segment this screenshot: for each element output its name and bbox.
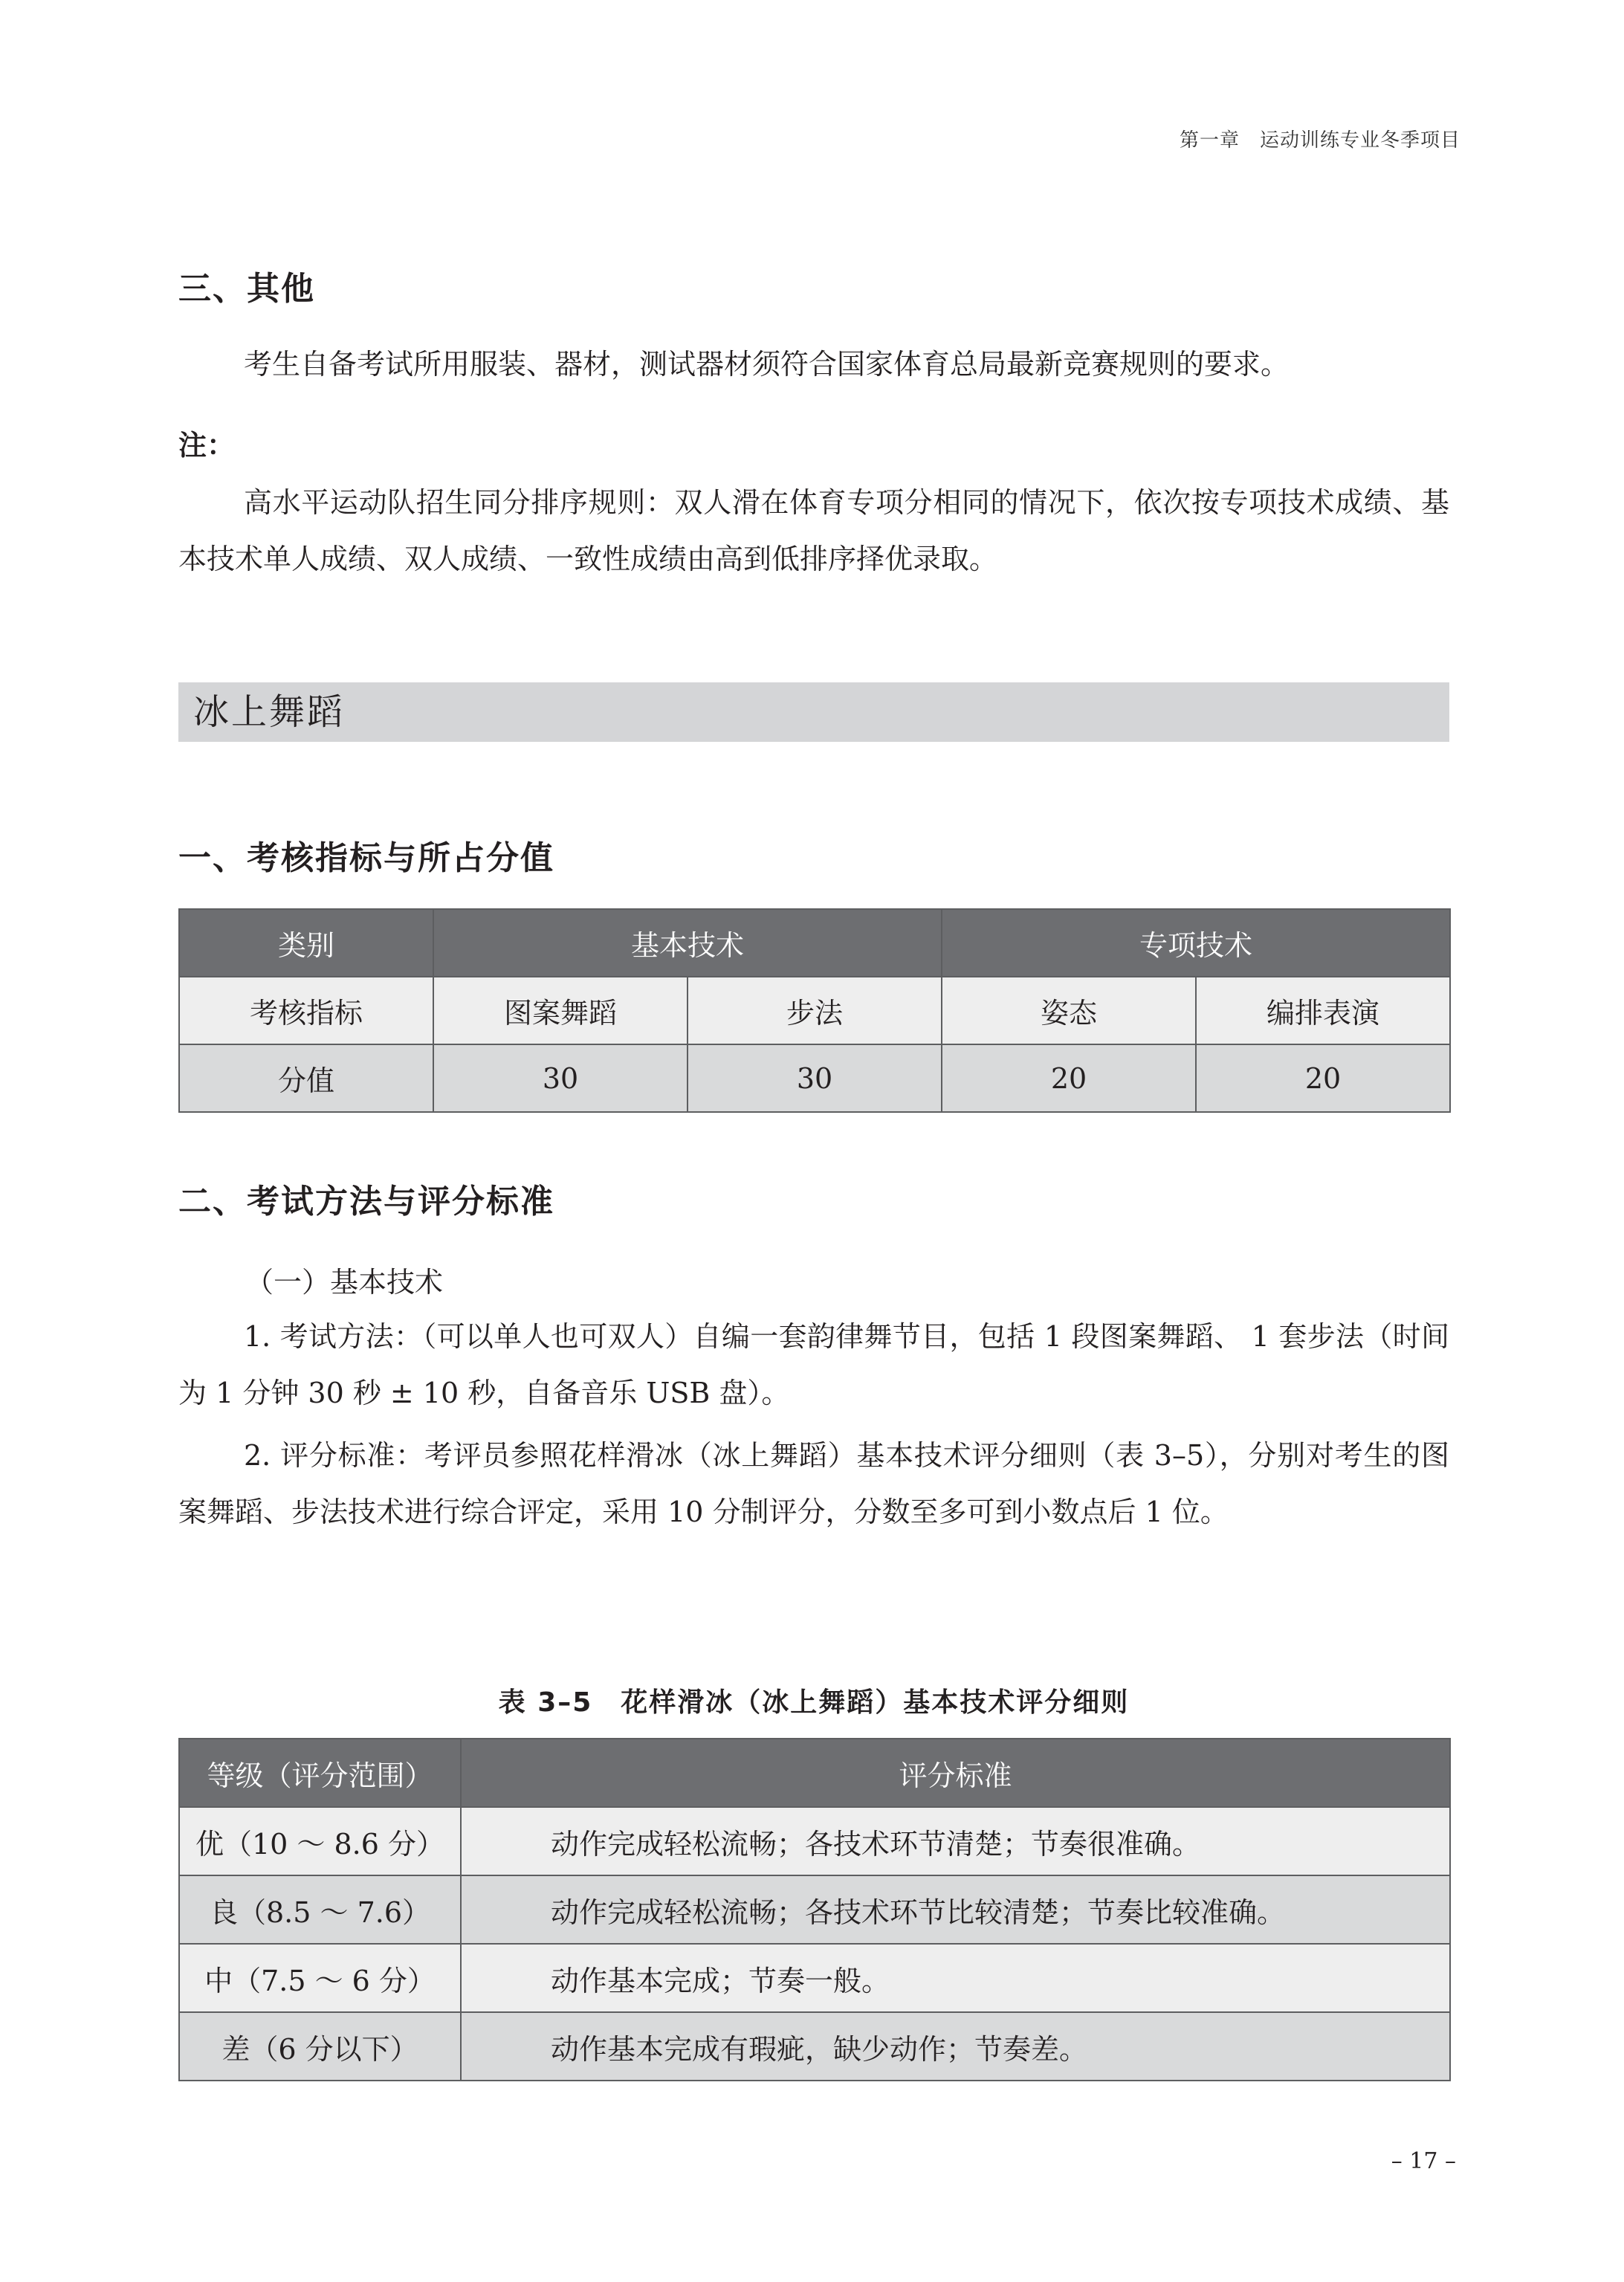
table-cell: 步法 — [688, 977, 942, 1044]
paragraph-scoring-standard: 2. 评分标准：考评员参照花样滑冰（冰上舞蹈）基本技术评分细则（表 3–5），分别对考生的图案舞蹈、步法技术进行综合评定，采用 10 分制评分，分数至多可到小数点后 1 位。 — [178, 1439, 1449, 1528]
table-cell: 图案舞蹈 — [433, 977, 688, 1044]
table-header-cell: 类别 — [179, 909, 433, 977]
paragraph-tiebreak-rule: 高水平运动队招生同分排序规则：双人滑在体育专项分相同的情况下，依次按专项技术成绩、基本技术单人成绩、双人成绩、一致性成绩由高到低排序择优录取。 — [178, 486, 1449, 575]
table-cell: 差（6 分以下） — [179, 2012, 461, 2081]
table-cell: 编排表演 — [1196, 977, 1450, 1044]
table-header-row — [179, 909, 1450, 977]
table-header-cell: 基本技术 — [433, 909, 942, 977]
grading-table — [178, 1738, 1451, 2081]
table-row — [179, 1807, 1450, 1875]
table-caption: 表 3–5 花样滑冰（冰上舞蹈）基本技术评分细则 — [498, 1687, 1130, 1718]
table-cell: 动作基本完成；节奏一般。 — [461, 1944, 1450, 2012]
table-cell: 20 — [1196, 1044, 1450, 1112]
subheading-basic-technique: （一）基本技术 — [245, 1266, 444, 1299]
section-heading-other: 三、其他 — [178, 270, 315, 308]
section-band-ice-dance: 冰上舞蹈 — [178, 682, 1449, 742]
table-cell: 良（8.5 ～ 7.6） — [179, 1875, 461, 1944]
running-header: 第一章 运动训练专业冬季项目 — [1179, 129, 1460, 152]
note-label: 注： — [178, 428, 236, 462]
table-row — [179, 1044, 1450, 1112]
table-row — [179, 977, 1450, 1044]
table-row — [179, 2012, 1450, 2081]
table-cell: 20 — [942, 1044, 1196, 1112]
table-header-cell: 评分标准 — [461, 1739, 1450, 1807]
score-weight-table — [178, 908, 1451, 1113]
table-cell: 分值 — [179, 1044, 433, 1112]
table-header-cell: 等级（评分范围） — [179, 1739, 461, 1807]
heading-indicators-scores: 一、考核指标与所占分值 — [178, 839, 554, 877]
table-cell: 中（7.5 ～ 6 分） — [179, 1944, 461, 2012]
table-cell: 30 — [433, 1044, 688, 1112]
table-row — [179, 1944, 1450, 2012]
paragraph-exam-method: 1. 考试方法：（可以单人也可双人）自编一套韵律舞节目，包括 1 段图案舞蹈、 1 套步法（时间为 1 分钟 30 秒 ± 10 秒，自备音乐 USB 盘）。 — [178, 1320, 1449, 1409]
table-cell: 动作基本完成有瑕疵，缺少动作；节奏差。 — [461, 2012, 1450, 2081]
table-cell: 优（10 ～ 8.6 分） — [179, 1807, 461, 1875]
page-number: – 17 – — [1391, 2148, 1456, 2174]
table-row — [179, 1875, 1450, 1944]
table-cell: 考核指标 — [179, 977, 433, 1044]
heading-exam-methods: 二、考试方法与评分标准 — [178, 1183, 554, 1221]
table-header-cell: 专项技术 — [942, 909, 1450, 977]
paragraph-equipment: 考生自备考试所用服装、器材，测试器材须符合国家体育总局最新竞赛规则的要求。 — [244, 348, 1290, 381]
table-cell: 30 — [688, 1044, 942, 1112]
table-cell: 动作完成轻松流畅；各技术环节比较清楚；节奏比较准确。 — [461, 1875, 1450, 1944]
table-header-row — [179, 1739, 1450, 1807]
table-cell: 动作完成轻松流畅；各技术环节清楚；节奏很准确。 — [461, 1807, 1450, 1875]
table-cell: 姿态 — [942, 977, 1196, 1044]
